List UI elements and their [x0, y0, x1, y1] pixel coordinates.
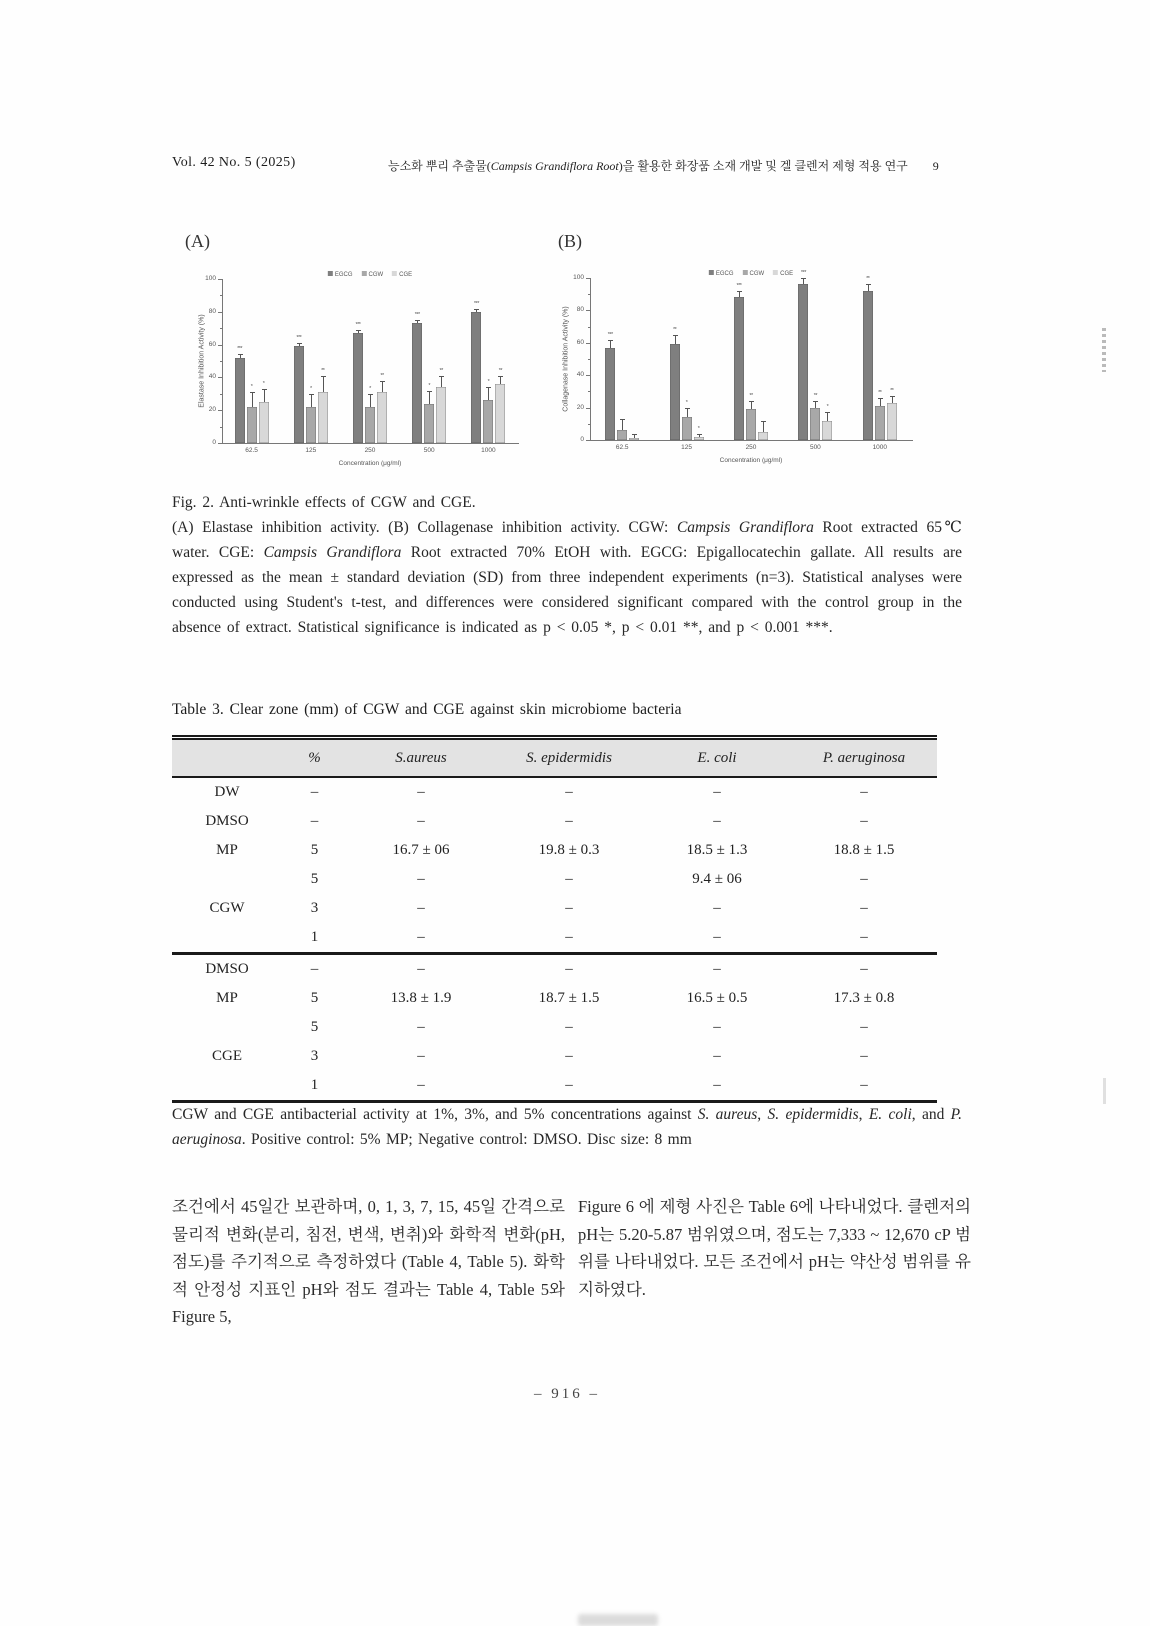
table-row — [172, 984, 937, 1013]
cell: – — [643, 923, 791, 954]
cell: – — [713, 813, 721, 829]
significance-label: * — [826, 404, 829, 411]
error-bar — [370, 394, 371, 407]
significance-label: *** — [237, 346, 243, 353]
row-label — [172, 865, 282, 894]
legend-item: CGW — [361, 271, 383, 278]
legend-swatch — [392, 271, 397, 276]
running-title-text: 능소화 뿌리 추출물(Campsis Grandiflora Root)을 활용한 화장품 소재 개발 및 겔 클렌저 제형 적용 연구 — [388, 159, 908, 173]
legend — [328, 271, 412, 278]
bar-cgw-1000 — [483, 400, 493, 443]
row-label — [172, 1013, 282, 1042]
axis-tick — [218, 279, 222, 280]
error-bar — [252, 392, 253, 407]
y-tick-label: 60 — [576, 338, 584, 346]
error-bar-cap — [825, 412, 830, 413]
cell: 16.5 ± 0.5 — [686, 990, 748, 1006]
y-tick-label: 20 — [208, 406, 216, 414]
running-title — [388, 157, 953, 174]
x-tick-label: 125 — [681, 444, 693, 451]
legend-swatch — [709, 270, 714, 275]
cell: – — [417, 900, 425, 916]
bar-cge-250 — [377, 392, 387, 443]
y-tick-label: 0 — [580, 436, 584, 443]
significance-label: *** — [800, 270, 806, 276]
error-bar — [311, 394, 312, 407]
cell: 3 — [310, 900, 319, 916]
legend-swatch — [361, 271, 366, 276]
cell: – — [417, 961, 425, 977]
bar-cge-62.5 — [629, 438, 639, 440]
x-tick-label: 500 — [423, 447, 435, 454]
cell: 5 — [310, 1019, 319, 1035]
table-footnote: CGW and CGE antibacterial activity at 1%, 3%, and 5% concentrations against S. aureus, S. epidermidis, E. coli, and P. aeruginosa. Positive control: 5% MP; Negative control: DMSO. Disc size: 8 mm — [172, 1106, 962, 1148]
cell: 18.8 ± 1.5 — [833, 842, 895, 858]
legend-swatch — [742, 270, 747, 275]
x-tick-label: 1000 — [481, 447, 496, 454]
x-tick-label: 62.5 — [245, 447, 258, 454]
panel-b-label: (B) — [558, 231, 582, 251]
significance-label: ** — [380, 372, 384, 379]
axis-tick — [588, 359, 590, 360]
error-bar — [763, 421, 764, 432]
body-text-right-column: Figure 6 에 제형 사진은 Table 6에 나타내었다. 클렌저의 pH는 5.20-5.87 범위였으며, 점도는 7,333 ~ 12,670 cP 범위를 나타내었다. 모든 조건에서 pH는 약산성 범위를 유지하였다. — [578, 1197, 971, 1299]
error-bar — [264, 389, 265, 402]
significance-label: * — [250, 384, 253, 391]
axis-tick — [586, 440, 590, 441]
axis-tick — [588, 424, 590, 425]
cell: – — [860, 813, 868, 829]
significance-label: * — [428, 382, 430, 389]
error-bar-cap — [801, 278, 806, 279]
scan-artifact-right-edge-2 — [1103, 1078, 1106, 1104]
axis-tick — [586, 343, 590, 344]
cell: 9.4 ± 06 — [692, 871, 742, 887]
table-row — [172, 894, 937, 923]
x-tick-label: 500 — [809, 444, 821, 451]
y-tick-label: 80 — [208, 307, 216, 315]
row-label: MP — [216, 990, 238, 1006]
bar-cgw-62.5 — [617, 430, 627, 440]
legend-item: CGW — [742, 270, 764, 277]
cell: 13.8 ± 1.9 — [390, 990, 452, 1006]
significance-label: * — [369, 385, 371, 392]
legend-item: EGCG — [709, 270, 734, 277]
error-bar — [751, 401, 752, 409]
legend-item: CGE — [773, 270, 793, 277]
axis-tick — [220, 328, 222, 329]
significance-label: ** — [672, 326, 677, 333]
chart-a — [192, 255, 526, 477]
cell: – — [417, 813, 425, 829]
error-bar — [622, 419, 623, 430]
significance-label: ** — [878, 389, 882, 396]
legend-item: EGCG — [328, 271, 353, 278]
cell: 19.8 ± 0.3 — [538, 842, 600, 858]
cell: – — [860, 961, 868, 977]
error-bar-cap — [632, 434, 637, 435]
error-bar-cap — [368, 394, 373, 395]
bar-egcg-1000 — [471, 312, 481, 443]
y-tick-label: 20 — [576, 403, 584, 411]
bar-egcg-500 — [798, 284, 808, 440]
cell: – — [713, 784, 721, 800]
bar-cge-125 — [694, 437, 704, 440]
axis-tick — [586, 310, 590, 311]
col-header-paeruginosa: P. aeruginosa — [791, 738, 937, 778]
cell: 5 — [310, 871, 319, 887]
bar-cge-1000 — [887, 403, 897, 440]
significance-label: ** — [498, 367, 503, 374]
error-bar — [827, 412, 828, 420]
cell: 16.7 ± 06 — [392, 842, 450, 858]
error-bar-cap — [878, 398, 883, 399]
legend-item: CGE — [392, 271, 412, 278]
cell: 5 — [310, 842, 319, 858]
cell: – — [713, 961, 721, 977]
table-row — [172, 865, 937, 894]
error-bar — [382, 381, 383, 392]
error-bar — [441, 376, 442, 387]
cell: 17.3 ± 0.8 — [833, 990, 895, 1006]
error-bar — [880, 398, 881, 406]
bar-cgw-500 — [424, 404, 434, 443]
y-tick-label: 100 — [205, 275, 216, 282]
x-tick-label: 1000 — [872, 444, 888, 451]
error-bar — [323, 376, 324, 392]
clear-zone-table — [172, 735, 937, 1103]
significance-label: * — [685, 399, 688, 406]
journal-volume: Vol. 42 No. 5 (2025) — [172, 155, 296, 170]
bar-egcg-125 — [294, 346, 304, 443]
significance-label: ** — [813, 393, 818, 400]
cell: – — [495, 923, 643, 954]
axis-tick — [218, 377, 222, 378]
error-bar — [488, 387, 489, 400]
bar-cge-500 — [822, 421, 832, 440]
row-label: CGW — [209, 900, 245, 916]
axis-tick — [218, 410, 222, 411]
error-bar — [500, 376, 501, 384]
error-bar-cap — [761, 421, 766, 422]
bar-cgw-250 — [746, 409, 756, 440]
cell: – — [791, 923, 937, 954]
bar-egcg-1000 — [863, 291, 873, 440]
significance-label: *** — [736, 282, 742, 289]
table-row — [172, 1071, 937, 1102]
cell: – — [417, 871, 425, 887]
y-axis-label: Elastase Inhibition Activity (%) — [198, 314, 206, 408]
error-bar-cap — [250, 392, 255, 393]
error-bar-cap — [673, 335, 678, 336]
cell: – — [860, 871, 868, 887]
page-number-top: 9 — [932, 159, 939, 173]
col-header-saureus: S.aureus — [347, 738, 495, 778]
cell: – — [565, 900, 573, 916]
error-bar-cap — [297, 343, 302, 344]
axis-tick — [588, 294, 590, 295]
y-tick-label: 60 — [208, 340, 216, 348]
error-bar — [675, 335, 676, 345]
row-label — [172, 1071, 282, 1102]
axis-tick — [586, 408, 590, 409]
error-bar-cap — [321, 376, 326, 377]
scan-artifact-bottom — [578, 1614, 658, 1626]
axis-tick — [218, 312, 222, 313]
error-bar-cap — [474, 309, 479, 310]
page-number-bottom: – 916 – — [534, 1386, 600, 1402]
significance-label: *** — [296, 334, 302, 341]
panel-a-label: (A) — [185, 231, 210, 251]
cell: – — [860, 1077, 868, 1093]
cell: – — [860, 1048, 868, 1064]
error-bar-cap — [415, 320, 420, 321]
x-axis-label: Concentration (μg/ml) — [338, 460, 402, 467]
significance-label: * — [309, 385, 312, 392]
scan-artifact-right-edge — [1102, 328, 1106, 372]
axis-tick — [586, 375, 590, 376]
bar-egcg-125 — [670, 344, 680, 440]
bar-cgw-500 — [810, 408, 820, 440]
table-body — [172, 777, 937, 1102]
cell: – — [860, 1019, 868, 1035]
cell: – — [713, 1077, 721, 1093]
significance-label: *** — [355, 321, 361, 328]
cell: – — [565, 1077, 573, 1093]
chart-b — [556, 252, 924, 478]
cell: 1 — [282, 923, 347, 954]
error-bar-cap — [749, 401, 754, 402]
error-bar — [429, 391, 430, 404]
row-label: MP — [216, 842, 238, 858]
legend-swatch — [773, 270, 778, 275]
cell: 18.5 ± 1.3 — [686, 842, 748, 858]
table-row — [172, 954, 937, 985]
y-tick-label: 80 — [576, 306, 584, 314]
cell: 1 — [310, 1077, 319, 1093]
legend-swatch — [328, 271, 333, 276]
row-label — [172, 923, 282, 954]
y-tick-label: 40 — [208, 373, 216, 381]
cell: – — [860, 784, 868, 800]
cell: – — [417, 1019, 425, 1035]
cell: – — [565, 813, 573, 829]
significance-label: *** — [473, 300, 479, 307]
cell: 5 — [310, 990, 319, 1006]
axis-tick — [218, 443, 222, 444]
bar-cgw-1000 — [875, 406, 885, 440]
error-bar-cap — [309, 394, 314, 395]
figure-caption — [172, 490, 962, 640]
cell: – — [713, 900, 721, 916]
table-title: Table 3. Clear zone (mm) of CGW and CGE against skin microbiome bacteria — [172, 701, 682, 718]
x-tick-label: 62.5 — [615, 444, 629, 451]
error-bar-cap — [737, 291, 742, 292]
bar-egcg-62.5 — [605, 348, 615, 440]
cell: – — [417, 1077, 425, 1093]
cell: 3 — [310, 1048, 319, 1064]
error-bar-cap — [697, 434, 702, 435]
row-label: DMSO — [205, 961, 249, 977]
error-bar — [610, 340, 611, 348]
significance-label: * — [487, 379, 490, 386]
bar-cge-500 — [436, 387, 446, 443]
row-label: DW — [214, 784, 240, 800]
cell: – — [565, 871, 573, 887]
table-row — [172, 777, 937, 807]
error-bar-cap — [620, 419, 625, 420]
significance-label: ** — [749, 393, 753, 400]
cell: 18.7 ± 1.5 — [538, 990, 600, 1006]
y-tick-label: 40 — [576, 371, 584, 379]
significance-label: *** — [414, 312, 420, 318]
axis-tick — [220, 361, 222, 362]
error-bar-cap — [427, 391, 432, 392]
x-axis-label: Concentration (μg/ml) — [719, 457, 783, 464]
error-bar-cap — [486, 387, 491, 388]
error-bar — [687, 408, 688, 418]
caption-body: (A) Elastase inhibition activity. (B) Collagenase inhibition activity. CGW: Campsis Grandiflora Root extracted 65℃ water. CGE: Campsis Grandiflora Root extracted 70% EtOH with. EGCG: Epigallocatechin gallate. All results are expressed as the mean ± standard deviation (SD) from three independent experiments (n=3). Statistical analyses were conducted using Student's t-test, and differences were considered significant compared with the control group in the absence of extract. Statistical significance is indicated as p < 0.05 *, p < 0.01 **, and p < 0.001 ***. — [172, 519, 962, 636]
significance-label: * — [262, 380, 265, 387]
error-bar-cap — [685, 408, 690, 409]
y-axis-label: Collagenase Inhibition Activity (%) — [562, 306, 570, 412]
error-bar-cap — [608, 340, 613, 341]
significance-label: ** — [890, 388, 894, 395]
col-header-ecoli: E. coli — [643, 738, 791, 778]
bar-egcg-62.5 — [235, 358, 245, 443]
cell: – — [310, 813, 319, 829]
axis-tick — [588, 327, 590, 328]
x-tick-label: 125 — [305, 447, 317, 454]
cell: – — [565, 1048, 573, 1064]
table-row — [172, 836, 937, 865]
bar-cgw-125 — [306, 407, 316, 443]
axis-tick — [220, 427, 222, 428]
error-bar-cap — [380, 381, 385, 382]
significance-label: ** — [866, 276, 870, 283]
error-bar-cap — [238, 354, 243, 355]
significance-label: *** — [607, 331, 613, 338]
error-bar-cap — [262, 389, 267, 390]
body-text-left-column: 조건에서 45일간 보관하며, 0, 1, 3, 7, 15, 45일 간격으로 물리적 변화(분리, 침전, 변색, 변취)와 화학적 변화(pH, 점도)를 주기적으로 측정하였다 (Table 4, Table 5). 화학적 안정성 지표인 pH와 점도 결과는 Table 4, Table 5와 Figure 5, — [172, 1197, 565, 1326]
row-label: CGE — [212, 1048, 242, 1064]
bar-cgw-62.5 — [247, 407, 257, 443]
axis-tick — [588, 391, 590, 392]
error-bar-cap — [498, 376, 503, 377]
significance-label: * — [697, 425, 700, 432]
bar-egcg-250 — [734, 297, 744, 440]
x-tick-label: 250 — [745, 444, 757, 451]
axis-tick — [220, 295, 222, 296]
bar-cgw-250 — [365, 407, 375, 443]
error-bar-cap — [356, 330, 361, 331]
col-header-sample — [172, 738, 282, 778]
cell: – — [347, 923, 495, 954]
bar-cge-1000 — [495, 384, 505, 443]
row-label: DMSO — [205, 813, 249, 829]
table-row — [172, 807, 937, 836]
error-bar-cap — [439, 376, 444, 377]
cell: – — [713, 1048, 721, 1064]
significance-label: ** — [439, 367, 443, 374]
cell: – — [713, 1019, 721, 1035]
legend — [709, 270, 793, 277]
bar-cge-62.5 — [259, 402, 269, 443]
error-bar-cap — [866, 284, 871, 285]
col-header-sepidermidis: S. epidermidis — [495, 738, 643, 778]
axis-tick — [218, 345, 222, 346]
axis-tick — [220, 394, 222, 395]
table-header-row — [172, 738, 937, 778]
table-row — [172, 1013, 937, 1042]
bar-cge-125 — [318, 392, 328, 443]
table-row — [172, 923, 937, 954]
cell: – — [860, 900, 868, 916]
y-tick-label: 100 — [573, 274, 584, 281]
significance-label: ** — [321, 367, 325, 374]
cell: – — [565, 961, 573, 977]
cell: – — [417, 784, 425, 800]
caption-title: Fig. 2. Anti-wrinkle effects of CGW and CGE. — [172, 494, 476, 511]
cell: – — [565, 784, 573, 800]
error-bar-cap — [813, 401, 818, 402]
cell: – — [310, 961, 319, 977]
bar-cge-250 — [758, 432, 768, 440]
col-header-percent: % — [282, 738, 347, 778]
cell: – — [310, 784, 319, 800]
axis-tick — [586, 278, 590, 279]
y-tick-label: 0 — [212, 439, 216, 446]
table-row — [172, 1042, 937, 1071]
cell: – — [565, 1019, 573, 1035]
error-bar-cap — [890, 396, 895, 397]
x-tick-label: 250 — [364, 447, 376, 454]
cell: – — [417, 1048, 425, 1064]
